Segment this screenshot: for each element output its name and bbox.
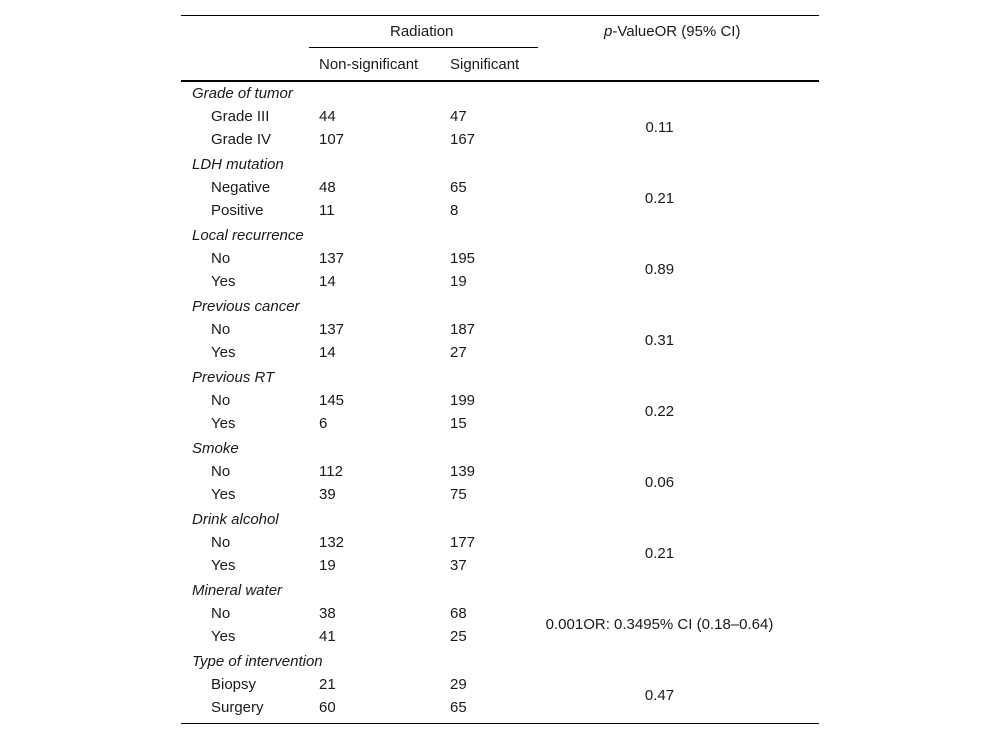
cell-non-significant: 11 — [319, 202, 335, 219]
cell-significant: 195 — [450, 250, 476, 267]
row-label: No — [211, 321, 231, 338]
cell-significant: 139 — [450, 463, 476, 480]
group-title: Grade of tumor — [192, 85, 293, 102]
header-non-significant: Non-significant — [319, 56, 419, 73]
cell-non-significant: 39 — [319, 486, 336, 503]
header-p-rest: -ValueOR (95% CI) — [612, 23, 741, 40]
cell-non-significant: 145 — [319, 392, 345, 409]
group-title: Previous cancer — [192, 298, 300, 315]
p-value: 0.31 — [644, 332, 675, 349]
row-label: Positive — [211, 202, 264, 219]
row-label: Yes — [211, 344, 236, 361]
row-label: No — [211, 534, 231, 551]
row-label: No — [211, 392, 231, 409]
header-radiation: Radiation — [390, 23, 454, 40]
group-title: LDH mutation — [192, 156, 284, 173]
cell-non-significant: 48 — [319, 179, 336, 196]
group-title: Local recurrence — [192, 227, 304, 244]
cell-non-significant: 19 — [319, 557, 336, 574]
cell-non-significant: 132 — [319, 534, 345, 551]
cell-significant: 187 — [450, 321, 476, 338]
cell-non-significant: 44 — [319, 108, 336, 125]
radiation-underline — [309, 47, 538, 48]
row-label: Yes — [211, 628, 236, 645]
p-value: 0.21 — [644, 545, 675, 562]
row-label: Yes — [211, 486, 236, 503]
p-value: 0.89 — [644, 261, 675, 278]
row-label: No — [211, 463, 231, 480]
row-label: Biopsy — [211, 676, 257, 693]
row-label: No — [211, 250, 231, 267]
p-value: 0.06 — [644, 474, 675, 491]
cell-significant: 25 — [450, 628, 467, 645]
cell-significant: 27 — [450, 344, 467, 361]
cell-non-significant: 60 — [319, 699, 336, 716]
table-top-rule — [181, 15, 819, 16]
row-label: Yes — [211, 415, 236, 432]
cell-significant: 37 — [450, 557, 467, 574]
cell-non-significant: 41 — [319, 628, 336, 645]
header-p-value — [604, 22, 740, 42]
p-value: 0.47 — [644, 687, 675, 704]
p-value: 0.11 — [645, 119, 674, 136]
row-label: Negative — [211, 179, 271, 196]
group-title: Mineral water — [192, 582, 283, 599]
cell-significant: 65 — [450, 699, 467, 716]
cell-significant: 167 — [450, 131, 476, 148]
cell-significant: 75 — [450, 486, 467, 503]
cell-significant: 177 — [450, 534, 476, 551]
row-label: Surgery — [211, 699, 264, 716]
cell-significant: 19 — [450, 273, 467, 290]
cell-significant: 15 — [450, 415, 467, 432]
row-label: Yes — [211, 273, 236, 290]
group-title: Previous RT — [192, 369, 275, 386]
row-label: Grade III — [211, 108, 270, 125]
cell-non-significant: 107 — [319, 131, 345, 148]
header-p-italic: p — [604, 23, 613, 40]
cell-significant: 65 — [450, 179, 467, 196]
cell-non-significant: 112 — [319, 463, 343, 480]
table-bottom-rule — [181, 723, 819, 724]
p-value: 0.001OR: 0.3495% CI (0.18–0.64) — [545, 616, 774, 633]
group-title: Drink alcohol — [192, 511, 279, 528]
p-value: 0.22 — [644, 403, 675, 420]
cell-non-significant: 14 — [319, 344, 336, 361]
cell-significant: 47 — [450, 108, 467, 125]
cell-non-significant: 21 — [319, 676, 336, 693]
header-bottom-rule — [181, 80, 819, 82]
group-title: Smoke — [192, 440, 239, 457]
cell-non-significant: 137 — [319, 250, 345, 267]
cell-non-significant: 6 — [319, 415, 328, 432]
cell-non-significant: 137 — [319, 321, 345, 338]
row-label: Grade IV — [211, 131, 272, 148]
row-label: No — [211, 605, 231, 622]
cell-significant: 199 — [450, 392, 476, 409]
header-significant: Significant — [450, 56, 520, 73]
cell-significant: 68 — [450, 605, 467, 622]
group-title: Type of intervention — [192, 653, 323, 670]
p-value: 0.21 — [644, 190, 675, 207]
row-label: Yes — [211, 557, 236, 574]
cell-significant: 29 — [450, 676, 467, 693]
cell-non-significant: 14 — [319, 273, 336, 290]
cell-non-significant: 38 — [319, 605, 336, 622]
cell-significant: 8 — [450, 202, 459, 219]
